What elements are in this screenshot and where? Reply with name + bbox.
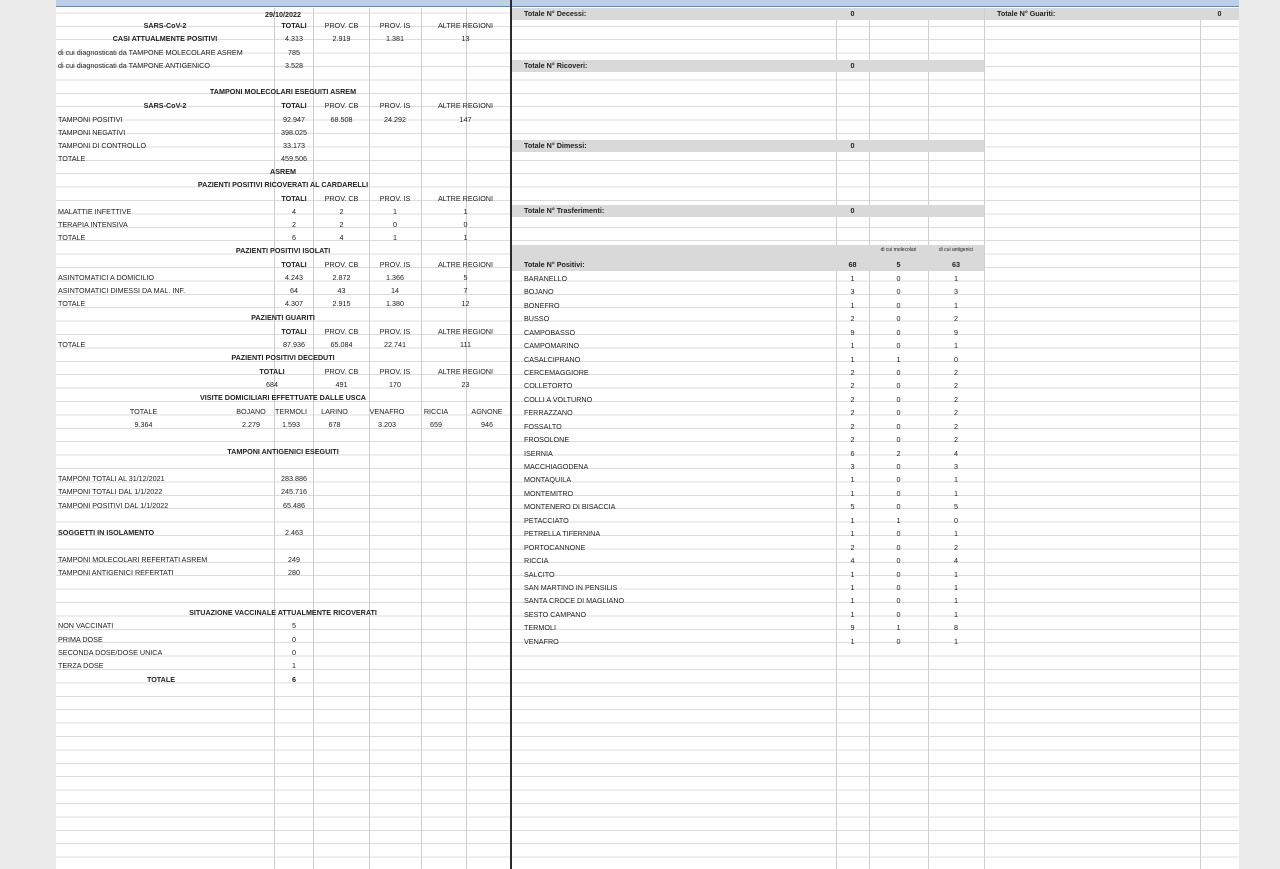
comune-ant: 1 (954, 609, 958, 619)
guariti-h-cb: PROV. CB (324, 327, 359, 336)
comune-name: VENAFRO (524, 636, 559, 646)
antigenici-row-value: 65.486 (283, 501, 305, 510)
deceduti-h-totali: TOTALI (259, 367, 285, 376)
tamponi-virus: SARS-CoV-2 (143, 101, 187, 110)
comune-name: CAMPOMARINO (524, 341, 580, 351)
comune-ant: 2 (954, 421, 958, 431)
tamponi-row-tot: 33.173 (283, 141, 305, 150)
ricoverati-h-totali: TOTALI (281, 194, 307, 203)
left-panel (56, 0, 510, 869)
comune-total: 1 (850, 354, 855, 364)
comune-total: 1 (850, 582, 855, 592)
comune-ant: 2 (954, 542, 958, 552)
ricoverati-row-tot: 6 (292, 233, 296, 242)
comune-ant: 8 (954, 623, 958, 633)
comune-total: 1 (850, 488, 855, 498)
casi-altre: 13 (461, 34, 470, 43)
comune-total: 2 (850, 408, 855, 418)
comune-total: 2 (850, 542, 855, 552)
casi-ant-label: di cui diagnosticati da TAMPONE ANTIGENICO (58, 61, 210, 70)
tamponi-row-label: TOTALE (58, 154, 86, 163)
comune-ant: 1 (954, 300, 958, 310)
casi-virus-label: SARS-CoV-2 (143, 21, 187, 30)
right-header-band (985, 0, 1239, 7)
comune-mol: 0 (896, 408, 901, 418)
sub-header-mol: di cui molecolari (880, 247, 917, 253)
tamponi-h-cb: PROV. CB (324, 101, 359, 110)
visite-totale: 9.364 (134, 420, 153, 429)
right-panel (985, 0, 1239, 869)
trasf-label: Totale N° Trasferimenti: (524, 206, 605, 215)
ricoverati-row-altre: 1 (463, 207, 468, 216)
deceduti-h-altre: ALTRE REGIONI (438, 367, 493, 376)
comune-total: 1 (850, 609, 855, 619)
comune-ant: 1 (954, 582, 958, 592)
comune-name: MONTEMITRO (524, 488, 574, 498)
isolati-row-tot: 4.307 (285, 299, 303, 308)
visite-h-bojano: BOJANO (236, 407, 266, 416)
comune-total: 2 (850, 381, 855, 391)
guariti-title: PAZIENTI GUARITI (251, 313, 315, 322)
guariti-row-tot: 87.936 (283, 340, 305, 349)
comune-mol: 0 (896, 488, 901, 498)
comune-ant: 3 (954, 287, 958, 297)
tamponi-row-tot: 92.947 (283, 115, 305, 124)
comune-total: 1 (850, 596, 855, 606)
comune-mol: 0 (896, 569, 901, 579)
comune-total: 1 (850, 274, 855, 283)
deceduti-cb: 491 (335, 380, 348, 389)
comune-mol: 0 (896, 341, 901, 351)
visite-agnone: 946 (481, 420, 493, 429)
visite-termoli: 1.593 (282, 420, 300, 429)
comune-name: SAN MARTINO IN PENSILIS (524, 582, 618, 592)
casi-cb: 2.919 (332, 34, 351, 43)
comune-mol: 0 (896, 462, 901, 471)
tamponi-h-is: PROV. IS (379, 101, 411, 110)
comune-mol: 0 (896, 368, 901, 377)
comune-ant: 1 (954, 274, 958, 283)
comune-total: 1 (850, 529, 855, 539)
ricoverati-row-is: 1 (393, 233, 397, 242)
ricoveri-value: 0 (850, 61, 855, 70)
comune-mol: 0 (896, 582, 901, 592)
spreadsheet-page (56, 0, 1239, 869)
refertati-value: 280 (288, 568, 300, 577)
comune-name: SESTO CAMPANO (524, 609, 587, 619)
comune-name: TERMOLI (524, 623, 556, 633)
casi-tot: 4.313 (285, 34, 303, 43)
isolati-row-label: TOTALE (58, 299, 86, 308)
isolati-h-cb: PROV. CB (324, 260, 359, 269)
decessi-label: Totale N° Decessi: (524, 9, 587, 18)
isolati-h-altre: ALTRE REGIONI (438, 260, 493, 269)
comune-ant: 4 (954, 556, 958, 565)
antigenici-row-value: 283.886 (281, 474, 307, 483)
comune-mol: 0 (896, 556, 901, 565)
comune-total: 9 (850, 623, 855, 633)
comune-ant: 0 (954, 354, 958, 364)
trasf-value: 0 (850, 206, 855, 215)
visite-h-agnone: AGNONE (471, 407, 503, 416)
visite-title: VISITE DOMICILIARI EFFETTUATE DALLE USCA (200, 393, 366, 402)
comune-total: 1 (850, 300, 855, 310)
comune-total: 4 (850, 556, 855, 565)
comune-name: BARANELLO (524, 274, 568, 283)
comune-total: 2 (850, 368, 855, 377)
vaccinale-row-value: 0 (292, 648, 296, 657)
comune-mol: 1 (896, 515, 901, 525)
ricoverati-row-is: 0 (393, 220, 397, 229)
middle-panel (510, 0, 987, 869)
isolati-h-is: PROV. IS (379, 260, 411, 269)
vaccinale-row-label: TERZA DOSE (58, 661, 104, 670)
comune-mol: 0 (896, 475, 901, 485)
comune-mol: 1 (896, 623, 901, 633)
deceduti-h-is: PROV. IS (379, 367, 411, 376)
comune-total: 3 (850, 287, 855, 297)
vaccinale-row-value: 0 (292, 635, 296, 644)
comune-ant: 0 (954, 515, 958, 525)
comune-total: 2 (850, 314, 855, 324)
comune-name: PETACCIATO (524, 515, 569, 525)
comune-total: 5 (850, 502, 855, 512)
visite-h-venafro: VENAFRO (369, 407, 405, 416)
decessi-value: 0 (850, 9, 855, 18)
comune-total: 1 (850, 341, 855, 351)
positivi-tot: 68 (848, 260, 857, 269)
comune-total: 1 (850, 475, 855, 485)
guariti-h-altre: ALTRE REGIONI (438, 327, 493, 336)
comune-ant: 2 (954, 368, 958, 377)
tamponi-row-tot: 398.025 (281, 128, 307, 137)
comune-name: RICCIA (524, 556, 549, 565)
comune-ant: 1 (954, 341, 958, 351)
guariti-h-is: PROV. IS (379, 327, 411, 336)
vaccinale-row-label: SECONDA DOSE/DOSE UNICA (58, 648, 163, 657)
comune-total: 1 (850, 636, 855, 646)
comune-mol: 0 (896, 421, 901, 431)
comune-mol: 0 (896, 542, 901, 552)
col-header-totali: TOTALI (281, 21, 307, 30)
comune-ant: 1 (954, 488, 958, 498)
isolati-row-tot: 64 (290, 286, 298, 295)
isolati-row-cb: 2.872 (332, 273, 351, 282)
deceduti-tot: 684 (266, 380, 278, 389)
tamponi-h-totali: TOTALI (281, 101, 307, 110)
ricoverati-row-label: MALATTIE INFETTIVE (58, 207, 132, 216)
ricoverati-row-altre: 0 (463, 220, 468, 229)
ricoverati-row-is: 1 (393, 207, 397, 216)
comune-name: FERRAZZANO (524, 408, 573, 418)
positivi-ant: 63 (952, 260, 960, 269)
comune-name: PETRELLA TIFERNINA (524, 529, 601, 539)
antigenici-row-value: 245.716 (281, 487, 307, 496)
comune-name: MONTAQUILA (524, 475, 571, 485)
ricoverati-row-cb: 4 (339, 233, 344, 242)
visite-h-larino: LARINO (321, 407, 348, 416)
visite-h-termoli: TERMOLI (275, 407, 307, 416)
comune-total: 3 (850, 462, 855, 471)
vaccinale-total-value: 6 (292, 675, 296, 684)
comune-mol: 0 (896, 394, 901, 404)
ricoverati-row-cb: 2 (339, 220, 344, 229)
visite-h-riccia: RICCIA (423, 407, 449, 416)
isolati-row-altre: 7 (463, 286, 468, 295)
vaccinale-row-label: NON VACCINATI (58, 621, 114, 630)
comune-name: MACCHIAGODENA (524, 462, 589, 471)
vaccinale-row-label: PRIMA DOSE (58, 635, 103, 644)
comune-mol: 0 (896, 636, 901, 646)
ricoverati-row-cb: 2 (339, 207, 344, 216)
comune-name: COLLI A VOLTURNO (524, 394, 593, 404)
comune-name: SANTA CROCE DI MAGLIANO (524, 596, 625, 606)
isolamento-label: SOGGETTI IN ISOLAMENTO (58, 528, 155, 537)
isolati-row-is: 14 (391, 286, 399, 295)
comune-total: 2 (850, 421, 855, 431)
visite-riccia: 659 (430, 420, 442, 429)
deceduti-title: PAZIENTI POSITIVI DECEDUTI (231, 353, 335, 362)
comune-mol: 0 (896, 287, 901, 297)
isolati-row-cb: 2.915 (332, 299, 351, 308)
tamponi-row-tot: 459.506 (281, 154, 307, 163)
col-header-cb: PROV. CB (324, 21, 359, 30)
deceduti-altre: 23 (461, 380, 470, 389)
comune-total: 1 (850, 515, 855, 525)
isolati-row-label: ASINTOMATICI A DOMICILIO (58, 273, 154, 282)
vaccinale-row-value: 5 (292, 621, 296, 630)
antigenici-title: TAMPONI ANTIGENICI ESEGUITI (227, 447, 339, 456)
comune-name: PORTOCANNONE (524, 542, 586, 552)
middle-header-band (512, 0, 985, 7)
comune-ant: 5 (954, 502, 958, 512)
positivi-mol: 5 (896, 260, 901, 269)
comune-name: CASALCIPRANO (524, 354, 581, 364)
ricoverati-h-cb: PROV. CB (324, 194, 359, 203)
ricoverati-h-is: PROV. IS (379, 194, 411, 203)
comune-ant: 1 (954, 569, 958, 579)
isolati-row-is: 1.380 (386, 299, 404, 308)
isolamento-value: 2.463 (285, 528, 303, 537)
deceduti-is: 170 (389, 380, 401, 389)
comune-ant: 1 (954, 636, 958, 646)
comune-mol: 0 (896, 529, 901, 539)
visite-bojano: 2.279 (242, 420, 260, 429)
vaccinale-title: SITUAZIONE VACCINALE ATTUALMENTE RICOVERATI (189, 608, 377, 617)
visite-h-totale: TOTALE (129, 407, 158, 416)
isolati-row-label: ASINTOMATICI DIMESSI DA MAL. INF. (58, 286, 186, 295)
antigenici-row-label: TAMPONI TOTALI AL 31/12/2021 (58, 474, 165, 483)
guariti-right-label: Totale N° Guariti: (997, 9, 1056, 18)
comune-ant: 4 (954, 448, 958, 458)
comune-mol: 0 (896, 274, 901, 283)
comune-name: SALCITO (524, 569, 555, 579)
ricoverati-h-altre: ALTRE REGIONI (438, 194, 493, 203)
comune-ant: 1 (954, 596, 958, 606)
comune-ant: 2 (954, 314, 958, 324)
guariti-row-is: 22.741 (384, 340, 406, 349)
left-header-band (56, 0, 510, 7)
comune-name: CAMPOBASSO (524, 327, 576, 337)
comune-ant: 2 (954, 435, 958, 445)
isolati-row-altre: 5 (463, 273, 468, 282)
comune-ant: 3 (954, 462, 958, 471)
positivi-label: Totale N° Positivi: (524, 260, 585, 269)
comune-mol: 2 (896, 448, 901, 458)
comune-total: 2 (850, 394, 855, 404)
comune-ant: 2 (954, 394, 958, 404)
tamponi-row-cb: 68.508 (330, 115, 353, 124)
comune-mol: 0 (896, 314, 901, 324)
casi-ant-value: 3.528 (285, 61, 303, 70)
visite-larino: 678 (328, 420, 341, 429)
ricoverati-row-tot: 4 (292, 207, 296, 216)
isolati-row-is: 1.366 (386, 273, 404, 282)
comune-mol: 0 (896, 435, 901, 445)
comune-name: ISERNIA (524, 448, 553, 458)
comune-mol: 0 (896, 300, 901, 310)
ricoverati-row-altre: 1 (463, 233, 468, 242)
tamponi-title: TAMPONI MOLECOLARI ESEGUITI ASREM (209, 87, 357, 96)
report-date: 29/10/2022 (265, 10, 301, 19)
casi-mol-value: 785 (288, 48, 300, 57)
comune-name: BONEFRO (524, 300, 560, 310)
ricoveri-label: Totale N° Ricoveri: (524, 61, 588, 70)
antigenici-row-label: TAMPONI POSITIVI DAL 1/1/2022 (58, 501, 169, 510)
comune-mol: 0 (896, 609, 901, 619)
visite-venafro: 3.203 (378, 420, 396, 429)
ricoverati-row-label: TERAPIA INTENSIVA (58, 220, 128, 229)
dimessi-label: Totale N° Dimessi: (524, 141, 587, 150)
isolati-title: PAZIENTI POSITIVI ISOLATI (235, 246, 331, 255)
comune-ant: 2 (954, 381, 958, 391)
ricoverati-row-label: TOTALE (58, 233, 86, 242)
tamponi-row-label: TAMPONI DI CONTROLLO (58, 141, 147, 150)
comune-name: CERCEMAGGIORE (524, 368, 589, 377)
comune-mol: 0 (896, 327, 901, 337)
guariti-right-value: 0 (1217, 9, 1222, 18)
casi-mol-label: di cui diagnosticati da TAMPONE MOLECOLARE ASREM (58, 48, 243, 57)
isolati-h-totali: TOTALI (281, 260, 307, 269)
comune-total: 6 (850, 448, 855, 458)
comune-name: FROSOLONE (524, 435, 570, 445)
comune-ant: 1 (954, 529, 958, 539)
tamponi-row-label: TAMPONI NEGATIVI (58, 128, 126, 137)
ricoverati-row-tot: 2 (292, 220, 296, 229)
isolati-row-altre: 12 (461, 299, 470, 308)
comune-name: FOSSALTO (524, 421, 562, 431)
comune-total: 1 (850, 569, 855, 579)
comune-name: MONTENERO DI BISACCIA (524, 502, 616, 512)
refertati-label: TAMPONI MOLECOLARI REFERTATI ASREM (58, 555, 208, 564)
comune-ant: 1 (954, 475, 958, 485)
comune-total: 9 (850, 327, 855, 337)
guariti-h-totali: TOTALI (281, 327, 307, 336)
casi-title: CASI ATTUALMENTE POSITIVI (112, 34, 218, 43)
ricoverati-title: PAZIENTI POSITIVI RICOVERATI AL CARDARELLI (197, 180, 369, 189)
guariti-row-altre: 111 (460, 340, 471, 349)
col-header-is: PROV. IS (379, 21, 411, 30)
guariti-row-cb: 65.084 (330, 340, 353, 349)
comune-name: COLLETORTO (524, 381, 573, 391)
tamponi-h-altre: ALTRE REGIONI (438, 101, 493, 110)
sub-header-ant: di cui antigenici (938, 247, 974, 253)
comune-name: BOJANO (524, 287, 554, 297)
asrem-label: ASREM (270, 167, 296, 176)
guariti-row-label: TOTALE (58, 340, 86, 349)
tamponi-row-altre: 147 (459, 115, 472, 124)
dimessi-value: 0 (850, 141, 855, 150)
antigenici-row-label: TAMPONI TOTALI DAL 1/1/2022 (58, 487, 163, 496)
vaccinale-row-value: 1 (292, 661, 296, 670)
tamponi-row-label: TAMPONI POSITIVI (58, 115, 123, 124)
comune-ant: 9 (954, 327, 958, 337)
comune-mol: 0 (896, 596, 901, 606)
comune-name: BUSSO (524, 314, 550, 324)
refertati-value: 249 (288, 555, 300, 564)
deceduti-h-cb: PROV. CB (324, 367, 359, 376)
comune-mol: 0 (896, 502, 901, 512)
comune-mol: 1 (896, 354, 901, 364)
col-header-altre: ALTRE REGIONI (438, 21, 493, 30)
casi-is: 1.381 (386, 34, 404, 43)
isolati-row-cb: 43 (337, 286, 346, 295)
comune-ant: 2 (954, 408, 958, 418)
comune-total: 2 (850, 435, 855, 445)
comune-mol: 0 (896, 381, 901, 391)
isolati-row-tot: 4.243 (285, 273, 303, 282)
tamponi-row-is: 24.292 (384, 115, 406, 124)
vaccinale-total-label: TOTALE (146, 675, 176, 684)
refertati-label: TAMPONI ANTIGENICI REFERTATI (58, 568, 174, 577)
